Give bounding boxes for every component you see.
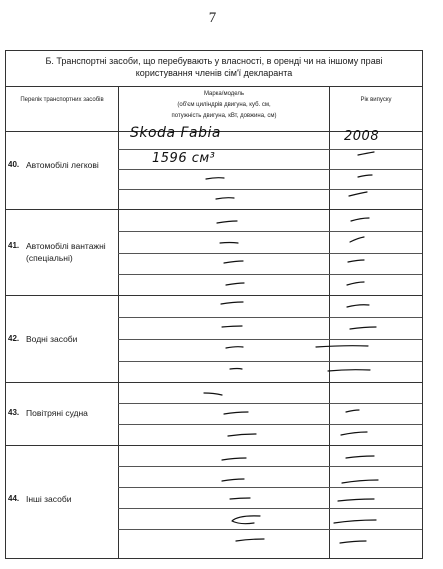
header-brand-line3: потужність двигуна, кВт, довжина, см) <box>171 113 277 119</box>
section-title-line1: Б. Транспортні засоби, що перебувають у власності, в оренді чи на іншому праві <box>45 56 383 66</box>
header-brand-line1: Марка/модель <box>203 91 245 97</box>
page-number: 7 <box>208 10 217 26</box>
vehicle-declaration-form <box>5 50 423 559</box>
category-number: 42. <box>8 334 20 343</box>
category-label-trucks: Автомобілі вантажні (спеціальні) <box>26 241 106 263</box>
category-label-cars: Автомобілі легкові <box>26 160 99 170</box>
handwritten-year: 2008 <box>344 129 380 144</box>
category-label-aircraft: Повітряні судна <box>26 408 88 418</box>
category-number: 41. <box>8 241 20 250</box>
section-title-line2: користування членів сім'ї декларанта <box>135 68 293 78</box>
category-number: 40. <box>8 160 20 169</box>
category-number: 43. <box>8 408 20 417</box>
category-label-water: Водні засоби <box>26 334 78 344</box>
category-number: 44. <box>8 494 20 503</box>
header-brand-line2: (об'єм циліндрів двигуна, куб. см, <box>177 102 271 108</box>
category-label-other: Інші засоби <box>26 494 72 504</box>
header-list: Перелік транспортних засобів <box>20 97 104 103</box>
handwritten-engine-volume: 1596 см³ <box>152 151 216 166</box>
handwritten-dashes <box>6 51 426 561</box>
handwritten-car-model: Skoda Fabia <box>130 125 221 141</box>
header-year: Рік випуску <box>360 97 392 103</box>
